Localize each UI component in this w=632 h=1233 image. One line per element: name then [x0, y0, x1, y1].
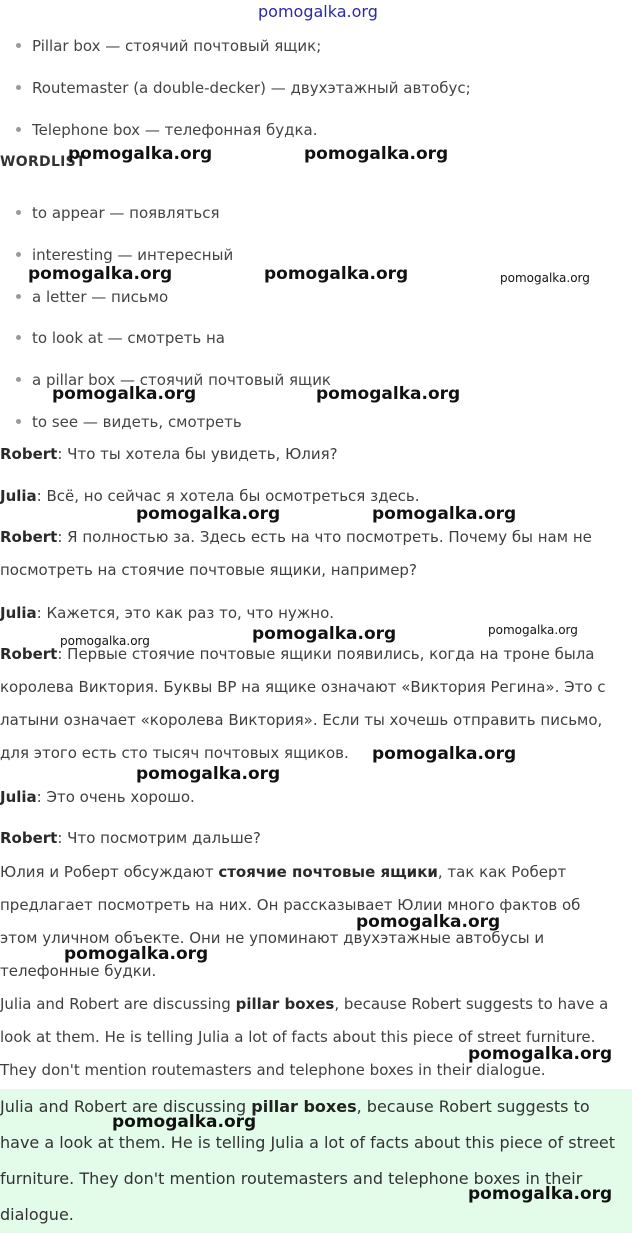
watermark: pomogalka.org — [136, 764, 281, 784]
watermark: pomogalka.org — [488, 623, 578, 637]
watermark-top: pomogalka.org — [258, 2, 378, 21]
watermark: pomogalka.org — [28, 264, 173, 284]
dialogue-line: Robert: Что посмотрим дальше? — [0, 829, 261, 847]
list-item: to look at — смотреть на — [16, 329, 225, 347]
watermark: pomogalka.org — [68, 144, 213, 164]
list-item: to appear — появляться — [16, 204, 220, 222]
watermark: pomogalka.org — [264, 264, 409, 284]
watermark: pomogalka.org — [372, 744, 517, 764]
bullet-icon — [16, 252, 21, 257]
answer-text: Julia and Robert are discussing pillar boxes, because Robert suggests to have a look at them. He is telling Julia a lot of facts about this piece of street furniture. They don't mention routemasters and telephone boxes in their dialogue. — [0, 1097, 616, 1224]
bullet-icon — [16, 377, 21, 382]
dialogue-line: Robert: Я полностью за. Здесь есть на что посмотреть. Почему бы нам не посмотреть на стоячие почтовые ящики, например? — [0, 528, 592, 579]
watermark: pomogalka.org — [500, 271, 590, 285]
list-item: Routemaster (a double-decker) — двухэтажный автобус; — [16, 79, 471, 97]
watermark: pomogalka.org — [64, 944, 209, 964]
bullet-icon — [16, 43, 21, 48]
list-item: interesting — интересный — [16, 246, 233, 264]
wordlist-heading: WORDLIST — [0, 154, 86, 170]
watermark: pomogalka.org — [52, 384, 197, 404]
summary-en: Julia and Robert are discussing pillar boxes, because Robert suggests to have a look at them. He is telling Julia a lot of facts about this piece of street furniture. They don't mention routemasters and telephone boxes in their dialogue. — [0, 995, 609, 1079]
watermark: pomogalka.org — [304, 144, 449, 164]
list-item: to see — видеть, смотреть — [16, 413, 242, 431]
watermark: pomogalka.org — [112, 1112, 257, 1132]
bullet-icon — [16, 210, 21, 215]
watermark: pomogalka.org — [316, 384, 461, 404]
summary-ru: Юлия и Роберт обсуждают стоячие почтовые ящики, так как Роберт предлагает посмотреть на них. Он рассказывает Юлии много фактов об этом уличном объекте. Они не упоминают двухэтажные автобусы и телефонные будки. — [0, 863, 581, 980]
list-item: a letter — письмо — [16, 288, 168, 306]
bullet-icon — [16, 419, 21, 424]
watermark: pomogalka.org — [372, 504, 517, 524]
dialogue-line: Julia: Это очень хорошо. — [0, 788, 195, 806]
bullet-icon — [16, 127, 21, 132]
dialogue-line: Julia: Всё, но сейчас я хотела бы осмотреться здесь. — [0, 487, 420, 505]
bullet-icon — [16, 335, 21, 340]
bullet-icon — [16, 85, 21, 90]
list-item: a pillar box — стоячий почтовый ящик — [16, 371, 331, 389]
watermark: pomogalka.org — [468, 1184, 613, 1204]
watermark: pomogalka.org — [252, 624, 397, 644]
watermark: pomogalka.org — [60, 634, 150, 648]
dialogue-line: Robert: Первые стоячие почтовые ящики появились, когда на троне была королева Виктория. Буквы BP на ящике означают «Виктория Регина». Это с латыни означает «королева Виктория». Если ты хочешь отправить письмо, для этого есть сто тысяч почтовых ящиков. — [0, 645, 606, 762]
watermark: pomogalka.org — [356, 912, 501, 932]
list-item: Telephone box — телефонная будка. — [16, 121, 318, 139]
watermark: pomogalka.org — [136, 504, 281, 524]
bullet-icon — [16, 294, 21, 299]
list-item: Pillar box — стоячий почтовый ящик; — [16, 37, 321, 55]
dialogue-line: Julia: Кажется, это как раз то, что нужно. — [0, 604, 335, 622]
watermark: pomogalka.org — [468, 1044, 613, 1064]
dialogue-line: Robert: Что ты хотела бы увидеть, Юлия? — [0, 445, 338, 463]
